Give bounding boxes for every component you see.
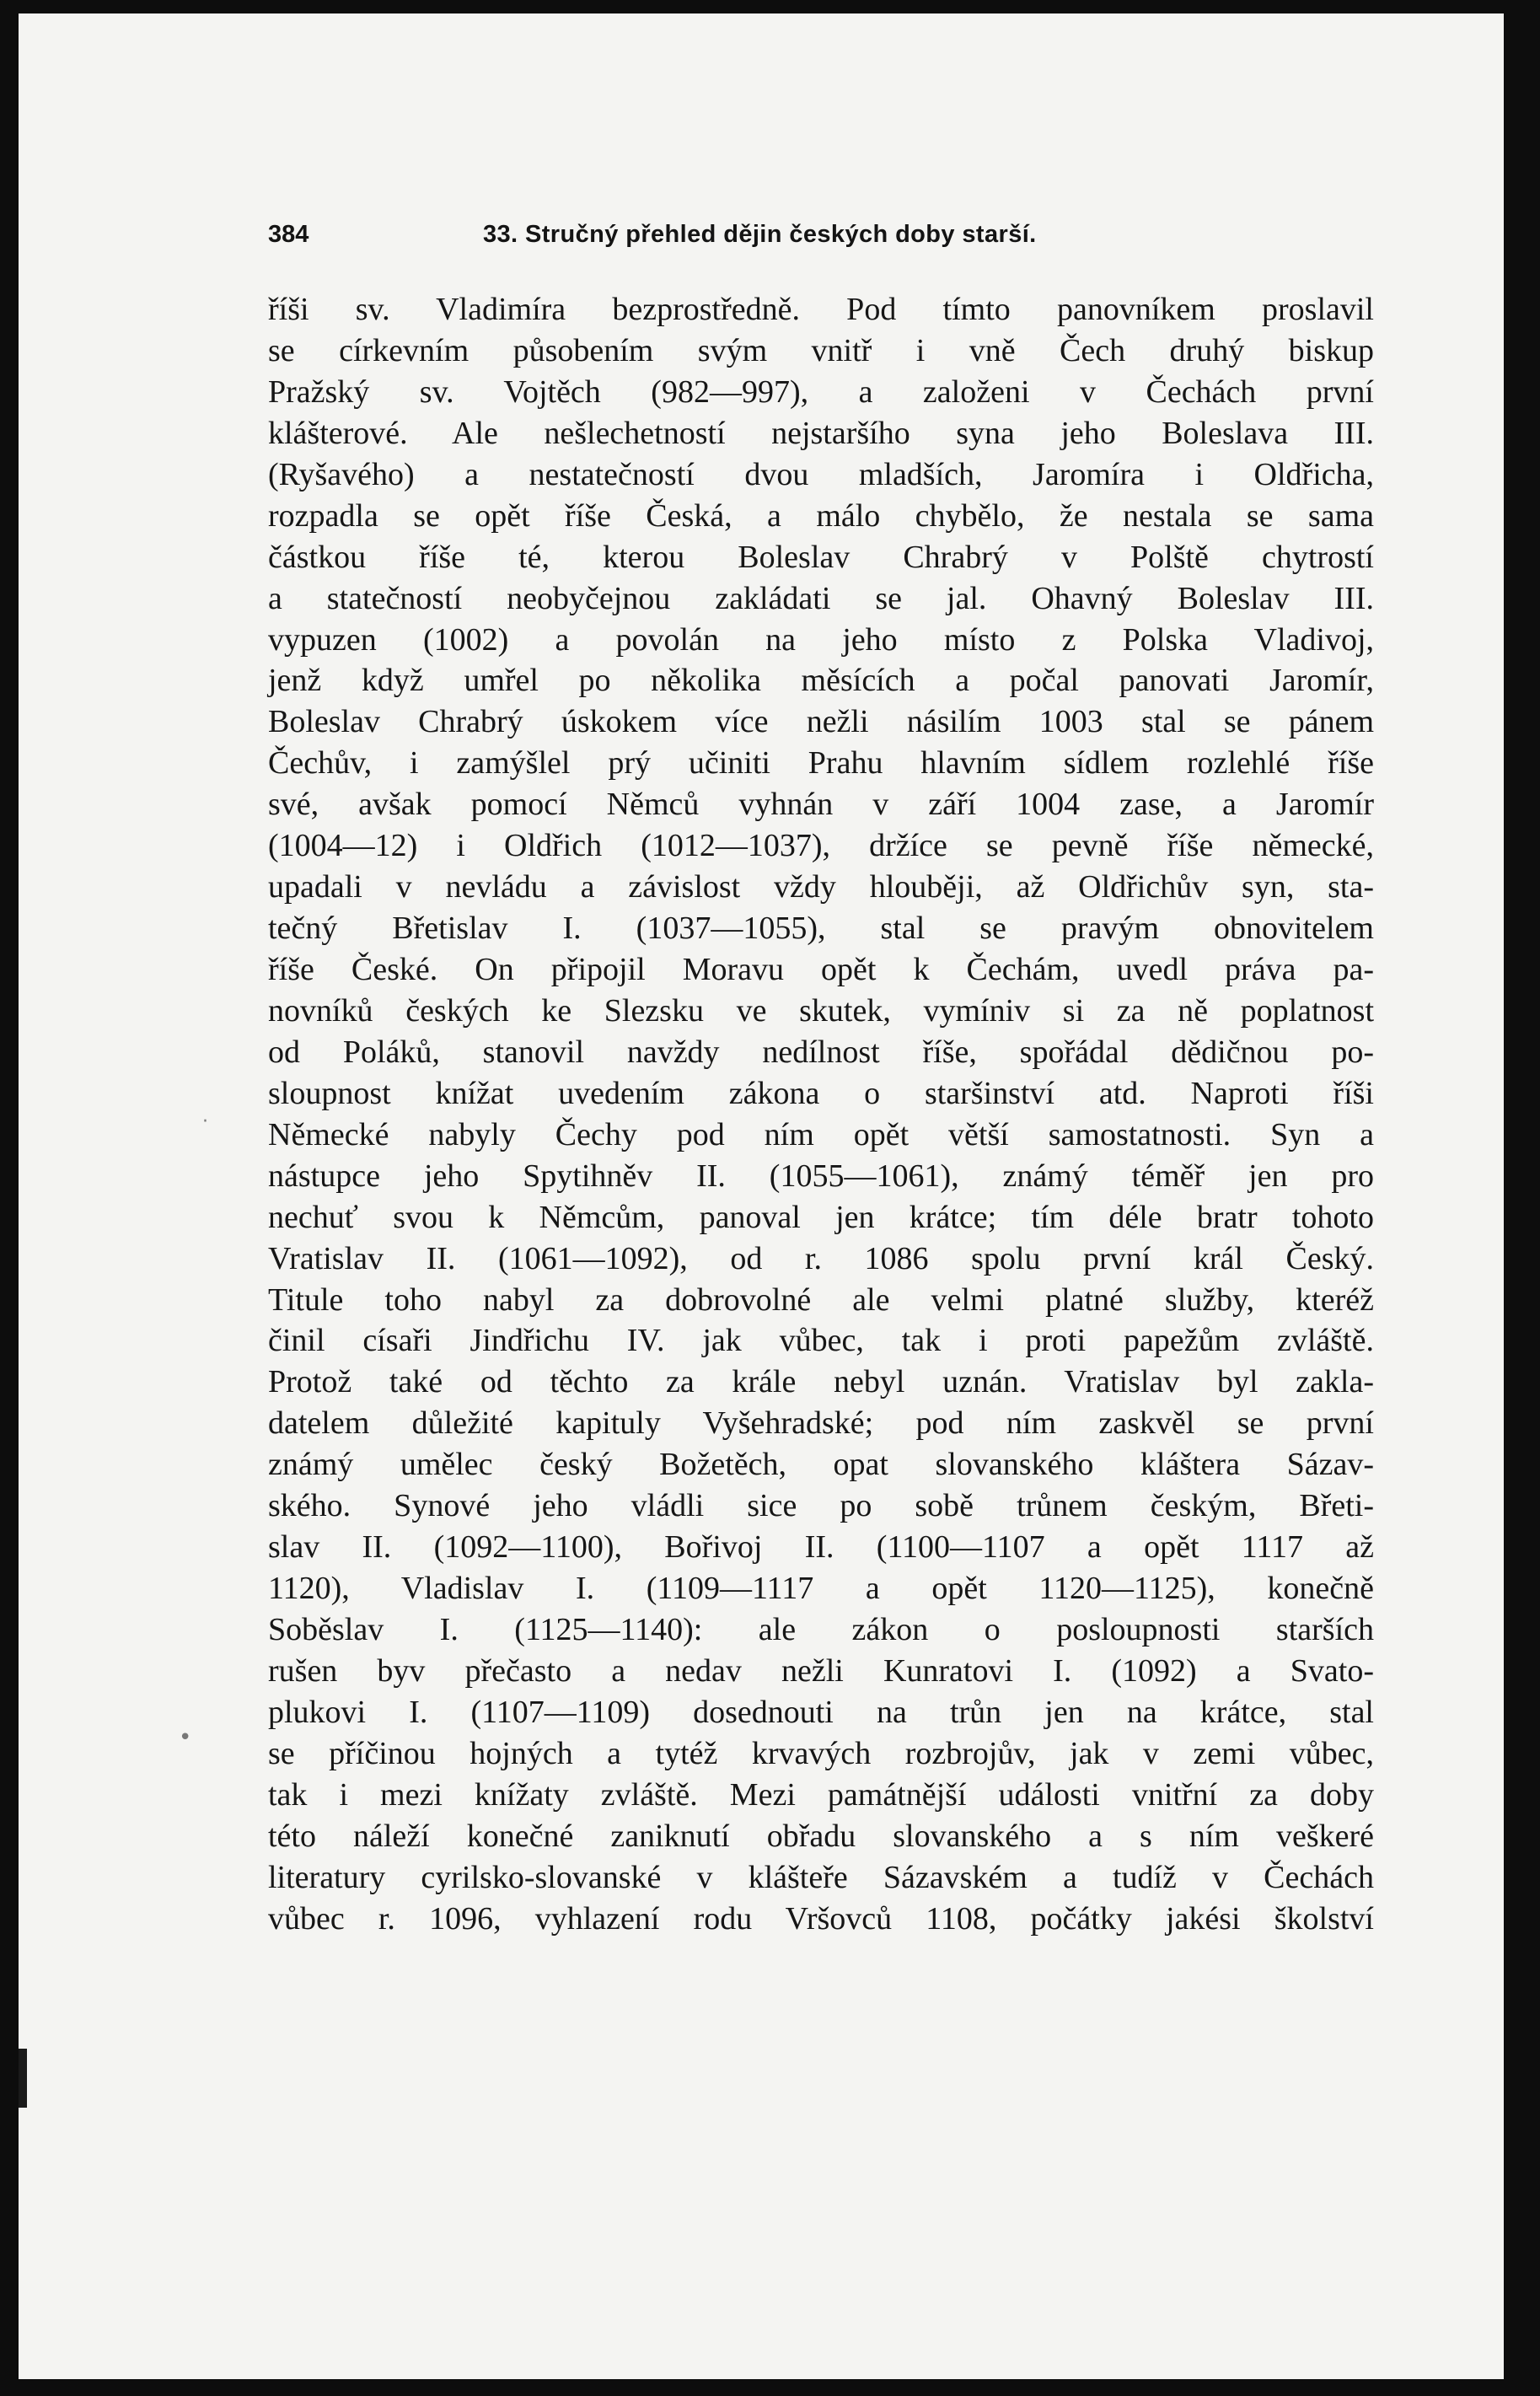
text-line: vůbec r. 1096, vyhlazení rodu Vršovců 1108, počátky jakési školství bbox=[268, 1900, 1374, 1937]
text-line: 1120), Vladislav I. (1109—1117 a opět 1120—1125), konečně bbox=[268, 1571, 1374, 1607]
text-line: této náleží konečné zaniknutí obřadu slovanského a s ním veškeré bbox=[268, 1818, 1374, 1854]
text-line: (Ryšavého) a nestatečností dvou mladších, Jaromíra i Oldřicha, bbox=[268, 456, 1374, 492]
text-line: klášterové. Ale nešlechetností nejstaršího syna jeho Boleslava III. bbox=[268, 415, 1374, 451]
text-line: říše České. On připojil Moravu opět k Čechám, uvedl práva pa- bbox=[268, 952, 1374, 987]
text-line: sloupnost knížat uvedením zákona o staršinství atd. Naproti říši bbox=[268, 1075, 1374, 1111]
text-line: nástupce jeho Spytihněv II. (1055—1061), známý téměř jen pro bbox=[268, 1158, 1374, 1194]
text-line: plukovi I. (1107—1109) dosednouti na trůn jen na krátce, stal bbox=[268, 1694, 1374, 1730]
page-header bbox=[268, 221, 1364, 255]
margin-dot: • bbox=[179, 1725, 192, 1750]
text-line: Německé nabyly Čechy pod ním opět větší samostatnosti. Syn a bbox=[268, 1116, 1374, 1152]
text-line: se církevním působením svým vnitř i vně Čech druhý biskup bbox=[268, 332, 1374, 368]
text-line: částkou říše té, kterou Boleslav Chrabrý v Polště chytrostí bbox=[268, 539, 1374, 575]
text-line: své, avšak pomocí Němců vyhnán v září 1004 zase, a Jaromír bbox=[268, 787, 1374, 823]
body-text bbox=[268, 289, 1374, 1940]
text-line: činil císaři Jindřichu IV. jak vůbec, tak i proti papežům zvláště. bbox=[268, 1323, 1374, 1359]
text-line: datelem důležité kapituly Vyšehradské; pod ním zaskvěl se první bbox=[268, 1405, 1374, 1442]
text-line: (1004—12) i Oldřich (1012—1037), držíce se pevně říše německé, bbox=[268, 828, 1374, 864]
text-line: říši sv. Vladimíra bezprostředně. Pod tímto panovníkem proslavil bbox=[268, 292, 1374, 327]
text-line: jenž když umřel po několika měsících a počal panovati Jaromír, bbox=[268, 663, 1374, 699]
text-line: Titule toho nabyl za dobrovolné ale velmi platné služby, kteréž bbox=[268, 1281, 1374, 1318]
text-line: nechuť svou k Němcům, panoval jen krátce; tím déle bratr tohoto bbox=[268, 1199, 1374, 1235]
text-line: od Poláků, stanovil navždy nedílnost říše, spořádal dědičnou po- bbox=[268, 1034, 1374, 1070]
text-line: novníků českých ke Slezsku ve skutek, vymíniv si za ně poplatnost bbox=[268, 992, 1374, 1029]
text-line: upadali v nevládu a závislost vždy hlouběji, až Oldřichův syn, sta- bbox=[268, 869, 1374, 905]
text-line: Boleslav Chrabrý úskokem více nežli násilím 1003 stal se pánem bbox=[268, 704, 1374, 740]
text-line: rušen byv přečasto a nedav nežli Kunratovi I. (1092) a Svato- bbox=[268, 1652, 1374, 1689]
page-number: 384 bbox=[268, 221, 309, 248]
running-title: 33. Stručný přehled dějin českých doby starší. bbox=[483, 221, 1037, 248]
text-line: se příčinou hojných a tytéž krvavých rozbrojův, jak v zemi vůbec, bbox=[268, 1735, 1374, 1771]
text-line: Pražský sv. Vojtěch (982—997), a založeni v Čechách první bbox=[268, 373, 1374, 410]
text-line: literatury cyrilsko-slovanské v klášteře Sázavském a tudíž v Čechách bbox=[268, 1859, 1374, 1895]
text-line: známý umělec český Božetěch, opat slovanského kláštera Sázav- bbox=[268, 1447, 1374, 1483]
margin-mark: · bbox=[202, 1111, 208, 1132]
text-line: Vratislav II. (1061—1092), od r. 1086 spolu první král Český. bbox=[268, 1240, 1374, 1276]
text-line: slav II. (1092—1100), Bořivoj II. (1100—1107 a opět 1117 až bbox=[268, 1529, 1374, 1566]
text-line: rozpadla se opět říše Česká, a málo chybělo, že nestala se sama bbox=[268, 497, 1374, 534]
text-line: Soběslav I. (1125—1140): ale zákon o posloupnosti starších bbox=[268, 1612, 1374, 1647]
text-line: Čechův, i zamýšlel prý učiniti Prahu hlavním sídlem rozlehlé říše bbox=[268, 745, 1374, 782]
text-line: ského. Synové jeho vládli sice po sobě trůnem českým, Břeti- bbox=[268, 1488, 1374, 1524]
text-line: a statečností neobyčejnou zakládati se jal. Ohavný Boleslav III. bbox=[268, 580, 1374, 616]
text-line: Protož také od těchto za krále nebyl uznán. Vratislav byl zakla- bbox=[268, 1364, 1374, 1400]
text-line: tak i mezi knížaty zvláště. Mezi památnější události vnitřní za doby bbox=[268, 1776, 1374, 1813]
text-line: vypuzen (1002) a povolán na jeho místo z Polska Vladivoj, bbox=[268, 621, 1374, 658]
page-edge-mark bbox=[19, 2049, 27, 2108]
text-line: tečný Břetislav I. (1037—1055), stal se pravým obnovitelem bbox=[268, 911, 1374, 947]
